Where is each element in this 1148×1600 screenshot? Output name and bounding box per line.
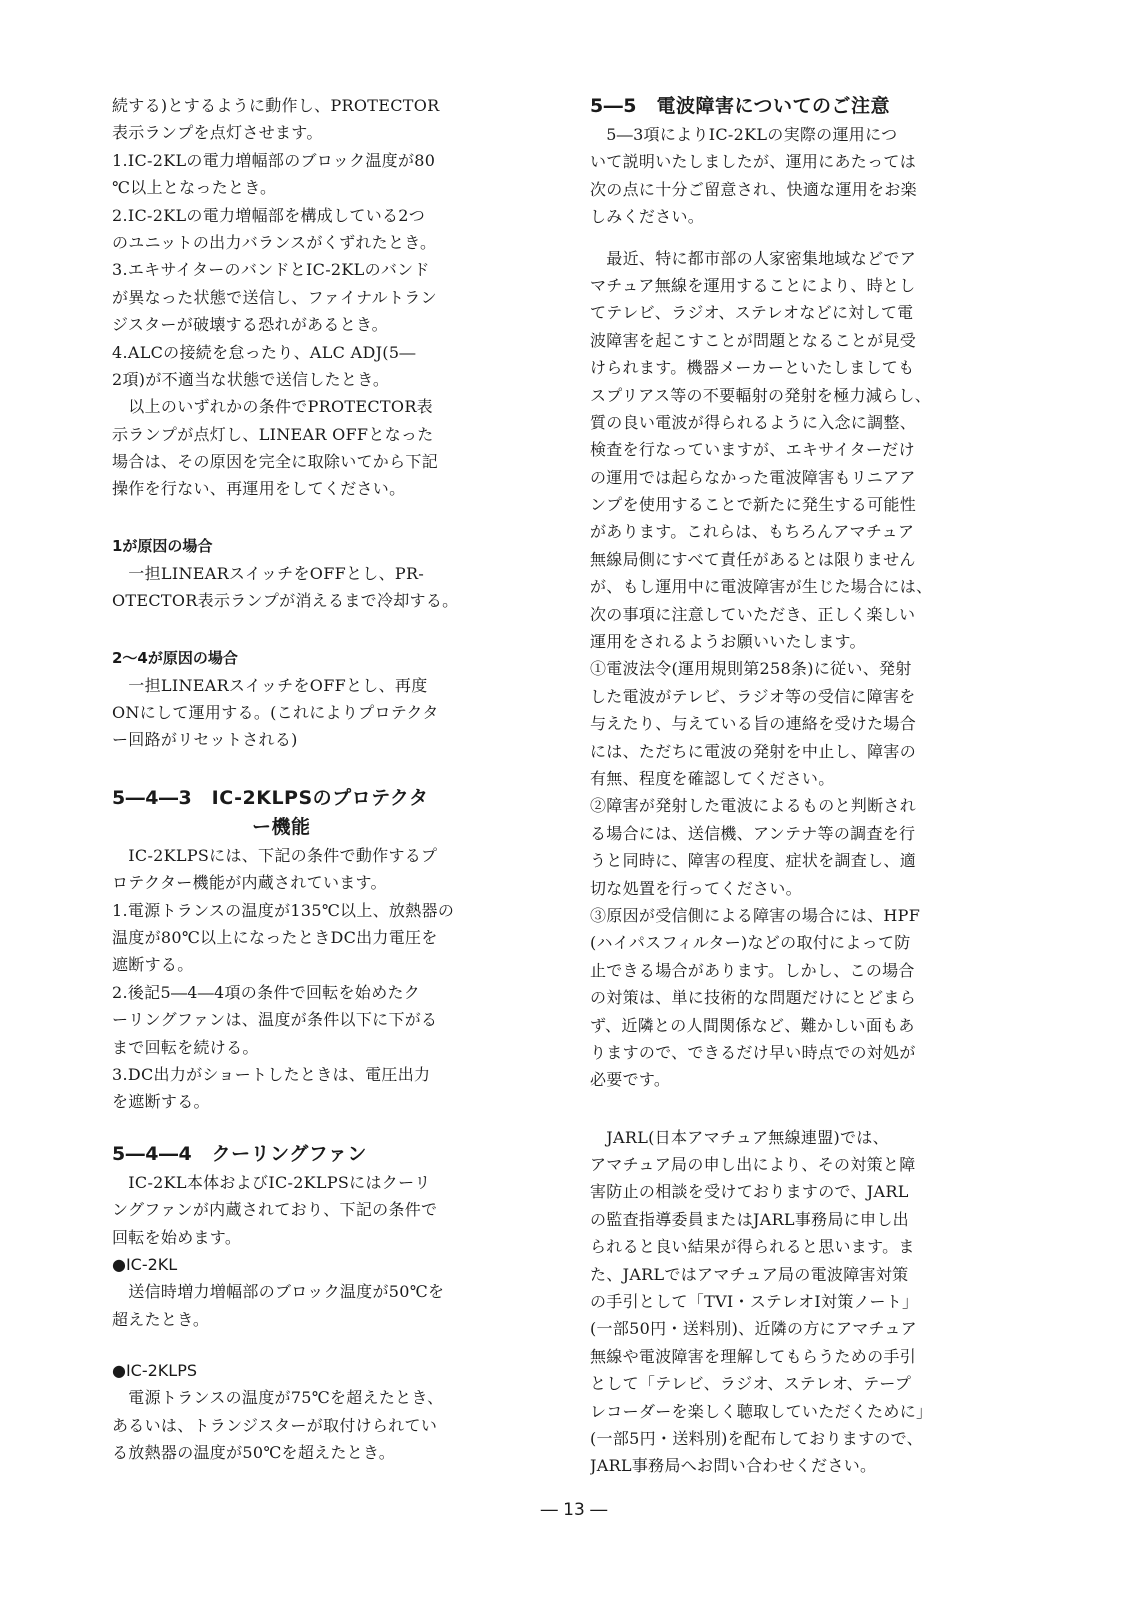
text-line: 場合は、その原因を完全に取除いてから下記	[112, 452, 439, 472]
text-line: 3.エキサイターのバンドとIC-2KLのバンド	[112, 260, 430, 280]
text-line: の運用では起らなかった電波障害もリニアア	[590, 467, 916, 487]
text-line: けられます。機器メーカーといたしましても	[590, 358, 915, 378]
case1-heading: 1が原因の場合	[112, 536, 213, 555]
text-line: 無線や電波障害を理解してもらうための手引	[590, 1346, 917, 1366]
right-column	[590, 92, 1012, 1480]
section-5-5-para1	[590, 121, 1012, 231]
protector-conditions	[112, 92, 517, 503]
text-line: のユニットの出力バランスがくずれたとき。	[112, 232, 437, 252]
text-line: IC-2KLPSには、下記の条件で動作するプ	[112, 845, 438, 865]
text-line: 温度が80℃以上になったときDC出力電圧を	[112, 927, 438, 947]
page-number: ― 13 ―	[540, 1500, 608, 1520]
text-line: られると良い結果が得られると思います。ま	[590, 1237, 915, 1257]
text-line: 一担LINEARスイッチをOFFとし、PR-	[112, 563, 425, 583]
text-line: の手引として「TVI・ステレオI対策ノート」	[590, 1292, 919, 1312]
case2-text	[112, 672, 517, 754]
bullet-ic-2kl-text	[112, 1278, 517, 1333]
section-5-5-heading: 5―5 電波障害についてのご注意	[590, 95, 891, 117]
text-line: ONにして運用する。(これによりプロテクタ	[112, 703, 439, 723]
text-line: 次の点に十分ご留意され、快適な運用をお楽	[590, 179, 917, 199]
text-line: てテレビ、ラジオ、ステレオなどに対して電	[590, 303, 914, 323]
text-line: ℃以上となったとき。	[112, 178, 277, 198]
text-line: スプリアス等の不要輻射の発射を極力減らし、	[590, 385, 932, 405]
text-line: 操作を行ない、再運用をしてください。	[112, 479, 406, 499]
text-line: 超えたとき。	[112, 1309, 210, 1329]
text-line: 2.後記5―4―4項の条件で回転を始めたク	[112, 982, 421, 1002]
text-line: る放熱器の温度が50℃を超えたとき。	[112, 1443, 396, 1463]
text-line: が、もし運用中に電波障害が生じた場合には、	[590, 577, 933, 597]
text-line: 質の良い電波が得られるように入念に調整、	[590, 412, 917, 432]
text-line: JARL事務局へお問い合わせください。	[590, 1456, 877, 1476]
text-line: まで回転を続ける。	[112, 1037, 259, 1057]
text-line: 3.DC出力がショートしたときは、電圧出力	[112, 1064, 431, 1084]
text-line: レコーダーを楽しく聴取していただくために」	[590, 1401, 933, 1421]
text-line: マチュア無線を運用することにより、時とし	[590, 275, 916, 295]
text-line: 示ランプが点灯し、LINEAR OFFとなった	[112, 424, 434, 444]
text-line: (一部5円・送料別)を配布しておりますので、	[590, 1428, 923, 1448]
text-line: 波障害を起こすことが問題となることが見受	[590, 330, 917, 350]
text-line: りますので、できるだけ早い時点での対処が	[590, 1042, 916, 1062]
bullet-ic-2klps-text	[112, 1384, 517, 1466]
section-5-4-3-text	[112, 842, 517, 1116]
text-line: ー回路がリセットされる)	[112, 730, 298, 750]
text-line: 一担LINEARスイッチをOFFとし、再度	[112, 675, 428, 695]
text-line: (ハイパスフィルター)などの取付によって防	[590, 933, 911, 953]
text-line: 必要です。	[590, 1070, 671, 1090]
text-line: ②障害が発射した電波によるものと判断され	[590, 796, 917, 816]
text-line: ンプを使用することで新たに発生する可能性	[590, 495, 917, 515]
text-line: 送信時増力増幅部のブロック温度が50℃を	[112, 1282, 445, 1302]
text-line: ③原因が受信側による障害の場合には、HPF	[590, 905, 921, 925]
text-line: 害防止の相談を受けておりますので、JARL	[590, 1182, 909, 1202]
text-line: OTECTOR表示ランプが消えるまで冷却する。	[112, 591, 459, 611]
text-line: しみください。	[590, 207, 705, 227]
text-line: の対策は、単に技術的な問題だけにとどまら	[590, 988, 917, 1008]
text-line: には、ただちに電波の発射を中止し、障害の	[590, 741, 917, 761]
text-line: JARL(日本アマチュア無線連盟)では、	[590, 1127, 889, 1147]
text-line: 電源トランスの温度が75℃を超えたとき、	[112, 1388, 444, 1408]
text-line: (一部50円・送料別)、近隣の方にアマチュア	[590, 1319, 917, 1339]
text-line: 与えたり、与えている旨の連絡を受けた場合	[590, 714, 917, 734]
text-line: うと同時に、障害の程度、症状を調査し、適	[590, 851, 917, 871]
text-line: 1.IC-2KLの電力増幅部のブロック温度が80	[112, 150, 436, 170]
text-line: 以上のいずれかの条件でPROTECTOR表	[112, 397, 433, 417]
text-line: 最近、特に都市部の人家密集地域などでア	[590, 248, 917, 268]
text-line: した電波がテレビ、ラジオ等の受信に障害を	[590, 686, 916, 706]
section-5-4-4-text	[112, 1169, 517, 1251]
text-line: 運用をされるようお願いいたします。	[590, 632, 866, 652]
text-line: 次の事項に注意していただき、正しく楽しい	[590, 604, 916, 624]
text-line: 検査を行なっていますが、エキサイターだけ	[590, 440, 915, 460]
text-line: 続する)とするように動作し、PROTECTOR	[112, 96, 440, 115]
bullet-ic-2klps: ●IC-2KLPS	[112, 1361, 198, 1381]
section-5-4-4-heading: 5―4―4 クーリングファン	[112, 1142, 367, 1165]
text-line: 2項)が不適当な状態で送信したとき。	[112, 369, 390, 389]
text-line: 表示ランプを点灯させます。	[112, 123, 323, 143]
text-line: を遮断する。	[112, 1092, 210, 1112]
text-line: があります。これらは、もちろんアマチュア	[590, 522, 915, 542]
text-line: あるいは、トランジスターが取付けられてい	[112, 1415, 438, 1435]
text-line: の監査指導委員またはJARL事務局に申し出	[590, 1209, 909, 1229]
bullet-ic-2kl: ●IC-2KL	[112, 1254, 178, 1274]
text-line: 4.ALCの接続を怠ったり、ALC ADJ(5―	[112, 342, 416, 362]
text-line: ①電波法令(運用規則第258条)に従い、発射	[590, 659, 912, 679]
text-line: る場合には、送信機、アンテナ等の調査を行	[590, 823, 916, 843]
section-5-4-3-heading-line2: ー機能	[252, 815, 311, 838]
text-line: 有無、程度を確認してください。	[590, 768, 835, 788]
text-line: ジスターが破壊する恐れがあるとき。	[112, 315, 388, 335]
left-column	[112, 92, 517, 1467]
section-5-5-para3	[590, 1124, 1012, 1480]
text-line: として「テレビ、ラジオ、ステレオ、テープ	[590, 1374, 912, 1394]
text-line: IC-2KL本体およびIC-2KLPSにはクーリ	[112, 1172, 431, 1192]
text-line: 回転を始めます。	[112, 1227, 242, 1247]
case1-text	[112, 560, 517, 615]
text-line: 遮断する。	[112, 955, 194, 975]
section-5-5-para2	[590, 245, 1012, 1094]
text-line: 止できる場合があります。しかし、この場合	[590, 960, 915, 980]
text-line: アマチュア局の申し出により、その対策と障	[590, 1155, 916, 1175]
text-line: た、JARLではアマチュア局の電波障害対策	[590, 1264, 909, 1284]
text-line: が異なった状態で送信し、ファイナルトラン	[112, 287, 437, 307]
text-line: 2.IC-2KLの電力増幅部を構成している2つ	[112, 205, 426, 225]
text-line: ーリングファンは、温度が条件以下に下がる	[112, 1010, 438, 1030]
text-line: ず、近隣との人間関係など、難かしい面もあ	[590, 1015, 915, 1035]
section-5-4-3-heading-line1: 5―4―3 IC-2KLPSのプロテクタ	[112, 786, 429, 809]
text-line: いて説明いたしましたが、運用にあたっては	[590, 152, 917, 172]
text-line: 1.電源トランスの温度が135℃以上、放熱器の	[112, 900, 455, 920]
text-line: 無線局側にすべて責任があるとは限りません	[590, 549, 916, 569]
case2-heading: 2～4が原因の場合	[112, 648, 238, 667]
text-line: 5―3項によりIC-2KLの実際の運用につ	[590, 125, 898, 144]
section-5-4-3-heading	[112, 784, 517, 842]
text-line: ロテクター機能が内蔵されています。	[112, 873, 387, 893]
text-line: ングファンが内蔵されており、下記の条件で	[112, 1200, 438, 1220]
text-line: 切な処置を行ってください。	[590, 878, 802, 898]
